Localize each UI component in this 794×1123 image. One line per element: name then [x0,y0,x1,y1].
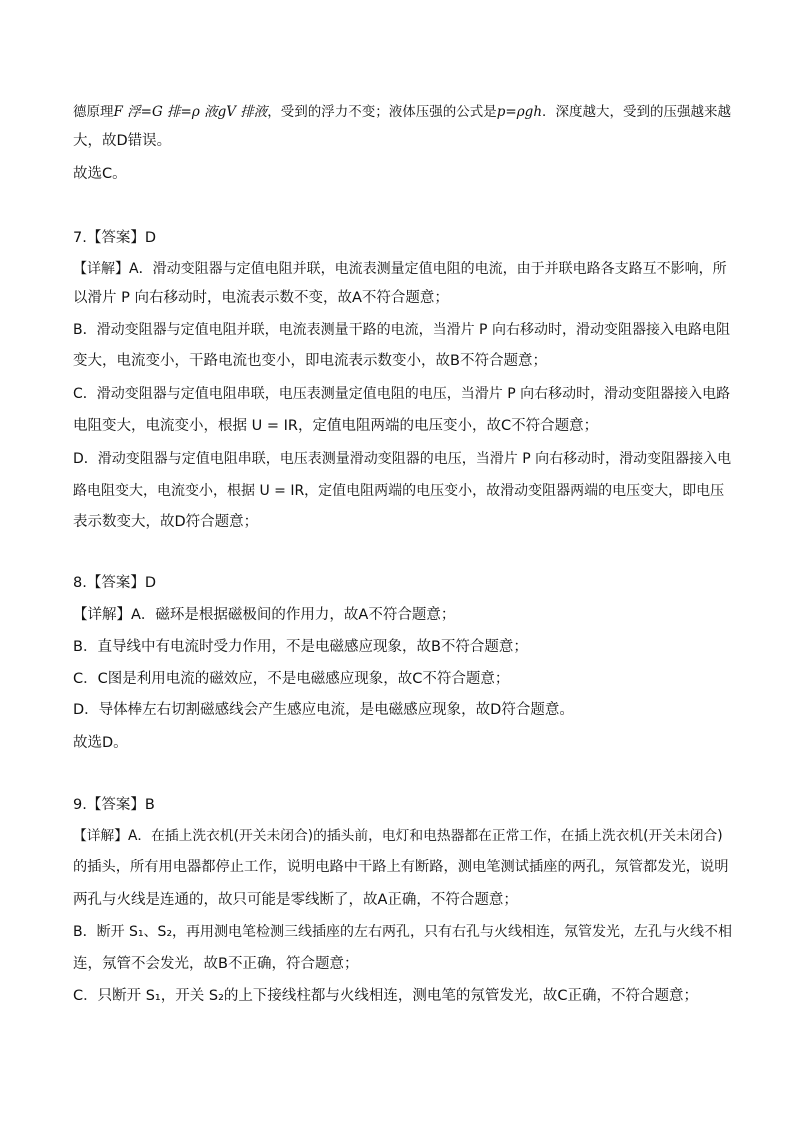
q8-line-1: 【详解】A．磁环是根据磁极间的作用力，故A不符合题意； [73,607,456,623]
q9-answer: 9.【答案】B [73,797,155,813]
q8-line-3: C．C图是利用电流的磁效应，不是电磁感应现象，故C不符合题意； [73,671,510,687]
q9-line-3: 两孔与火线是连通的，故只可能是零线断了，故A正确，不符合题意； [73,892,518,908]
intro-line-3: 故选C。 [73,166,127,182]
intro-line1-mid: ，受到的浮力不变；液体压强的公式是 [267,104,497,120]
q7-line-3: B．滑动变阻器与定值电阻并联，电流表测量干路的电流，当滑片 P 向右移动时，滑动变阻器接入电路电阻 [73,322,730,338]
q8-line-4: D．导体棒左右切割磁感线会产生感应电流，是电磁感应现象，故D符合题意。 [73,702,574,718]
q7-answer: 7.【答案】D [73,230,156,246]
intro-line1-prefix: 德原理 [73,104,114,120]
pressure-formula: p=ρgh [496,104,543,120]
q7-line-7: D．滑动变阻器与定值电阻串联，电压表测量滑动变阻器的电压，当滑片 P 向右移动时，滑动变阻器接入电 [73,451,732,467]
q8-line-2: B．直导线中有电流时受力作用，不是电磁感应现象，故B不符合题意； [73,639,528,655]
buoyancy-formula: F 浮=G 排=ρ 液gV 排液 [113,104,268,120]
intro-line-2: 大，故D错误。 [73,133,172,149]
q7-line-4: 变大，电流变小，干路电流也变小，即电流表示数变小，故B不符合题意； [73,353,547,369]
q9-line-6: C．只断开 S₁，开关 S₂的上下接线柱都与火线相连，测电笔的氖管发光，故C正确，不符合题意； [73,988,698,1004]
q9-line-2: 的插头，所有用电器都停止工作，说明电路中干路上有断路，测电笔测试插座的两孔，氖管都发光，说明 [73,859,729,875]
q7-line-9: 表示数变大，故D符合题意； [73,514,259,530]
q7-line-6: 电阻变大，电流变小，根据 U = IR，定值电阻两端的电压变小，故C不符合题意； [73,418,599,434]
q8-answer: 8.【答案】D [73,575,156,591]
q7-line-2: 以滑片 P 向右移动时，电流表示数不变，故A不符合题意； [73,290,449,306]
q9-line-1: 【详解】A．在插上洗衣机(开关未闭合)的插头前，电灯和电热器都在正常工作，在插上洗衣机(开关未闭合) [73,828,723,844]
q7-line-5: C．滑动变阻器与定值电阻串联，电压表测量定值电阻的电压，当滑片 P 向右移动时，滑动变阻器接入电路 [73,386,731,402]
q9-line-4: B．断开 S₁、S₂，再用测电笔检测三线插座的左右两孔，只有右孔与火线相连，氖管发光，左孔与火线不相 [73,924,733,940]
q8-line-5: 故选D。 [73,735,128,751]
intro-line-1 [73,102,733,122]
intro-line1-suffix: ．深度越大，受到的压强越来越 [542,104,732,120]
q7-line-1: 【详解】A．滑动变阻器与定值电阻并联，电流表测量定值电阻的电流，由于并联电路各支路互不影响，所 [73,261,727,277]
q7-line-8: 路电阻变大，电流变小，根据 U = IR，定值电阻两端的电压变小，故滑动变阻器两端的电压变大，即电压 [73,483,725,499]
q9-line-5: 连，氖管不会发光，故B不正确，符合题意； [73,956,359,972]
